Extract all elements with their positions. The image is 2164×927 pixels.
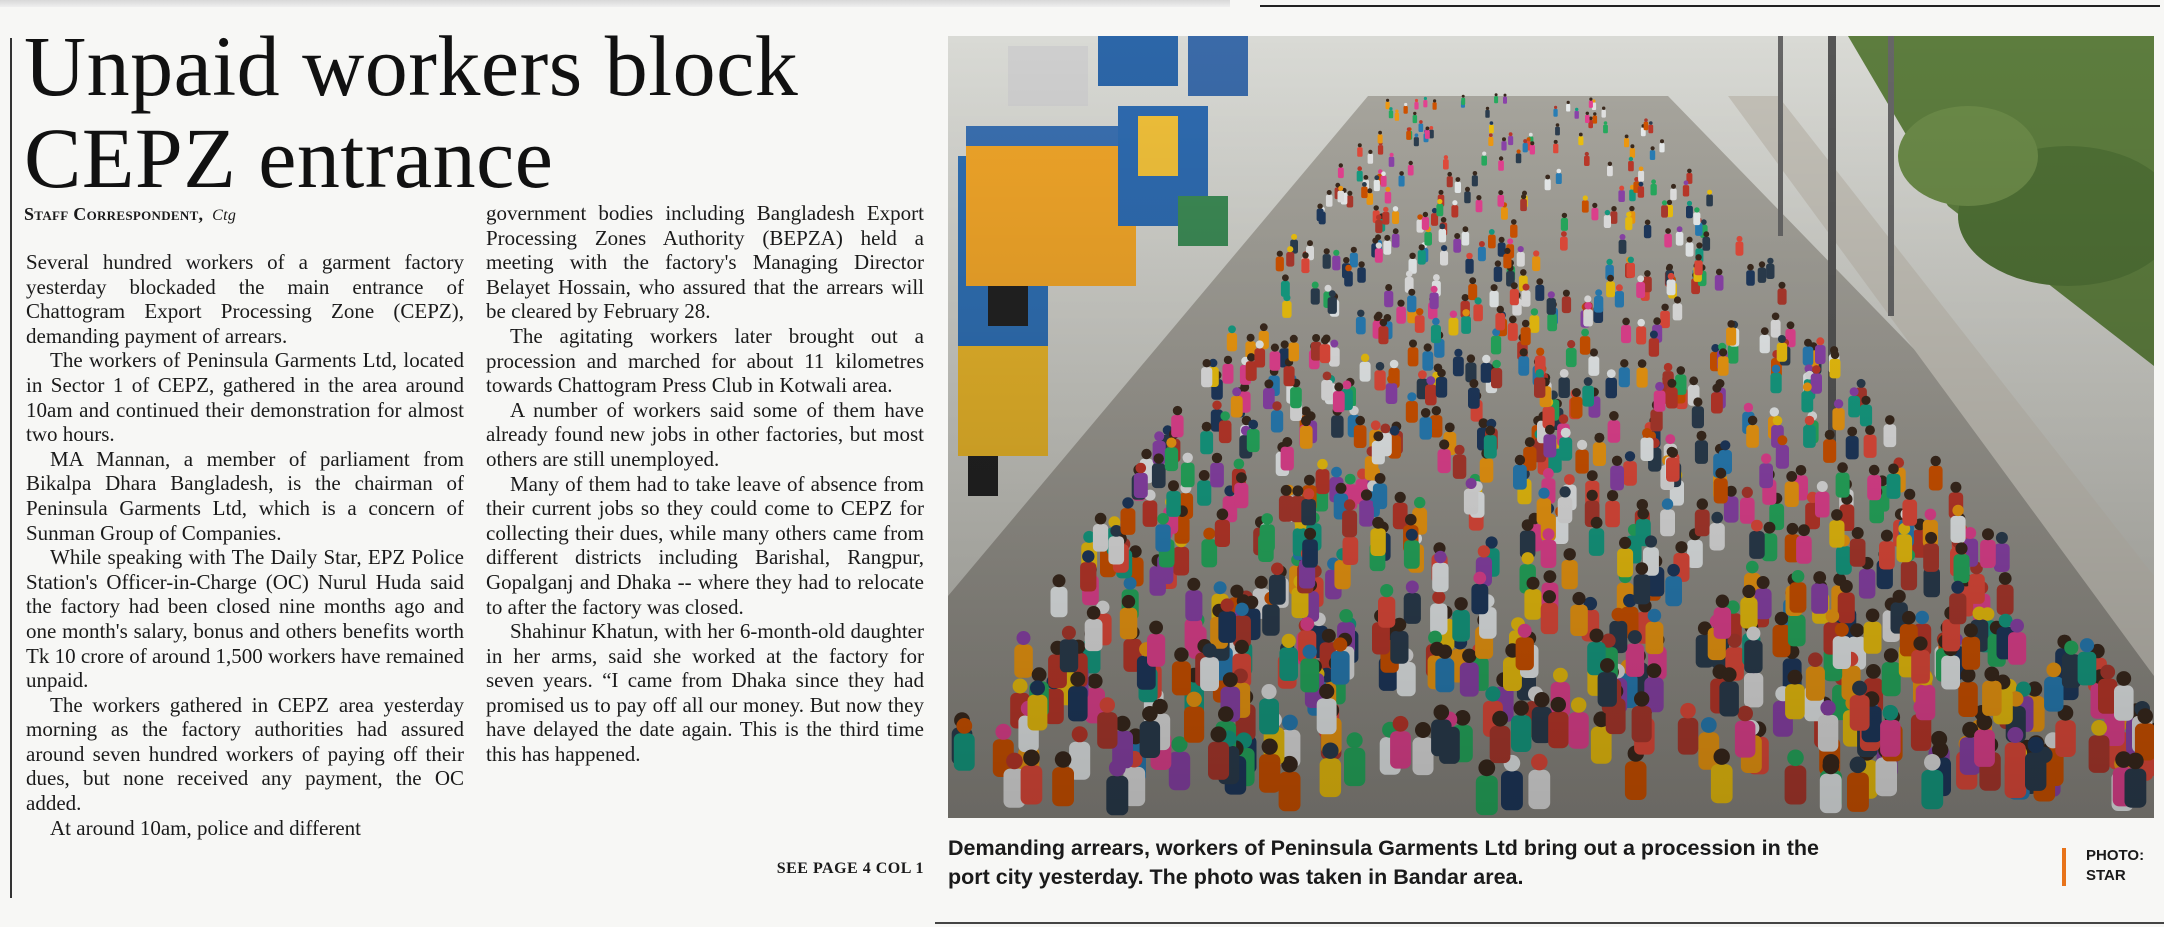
photo-caption: Demanding arrears, workers of Peninsula Garments Ltd bring out a procession in the port city yesterday. The photo was taken in Bandar area.	[948, 836, 1819, 889]
paragraph: A number of workers said some of them have already found new jobs in other factories, but most others are still unemployed.	[486, 397, 924, 471]
byline	[24, 204, 236, 225]
paragraph: MA Mannan, a member of parliament from Bikalpa Dhara Bangladesh, is the chairman of Peninsula Garments Ltd, which is a concern of Sunman Group of Companies.	[26, 446, 464, 545]
news-photo	[948, 36, 2154, 818]
bottom-rule	[935, 922, 2164, 924]
paragraph: Shahinur Khatun, with her 6-month-old daughter in her arms, said she worked at the factory for seven years. “I came from Dhaka since they had promised us to pay off all our money. But now they have delayed the date again. This is the third time this has happened.	[486, 619, 924, 767]
paragraph: The workers of Peninsula Garments Ltd, located in Sector 1 of CEPZ, gathered in the area around 10am and continued their demonstration for almost two hours.	[26, 348, 464, 447]
paragraph: The agitating workers later brought out a procession and marched for about 11 kilometres towards Chattogram Press Club in Kotwali area.	[486, 323, 924, 398]
photo-credit	[2086, 846, 2158, 886]
photo-credit-label: PHOTO:	[2086, 847, 2145, 864]
byline-dateline: Ctg	[212, 207, 237, 224]
headline: Unpaid workers block CEPZ entrance	[24, 18, 799, 206]
paragraph: Several hundred workers of a garment factory yesterday blockaded the main entrance of Chattogram Export Processing Zone (CEPZ), demanding payment of arrears.	[26, 250, 464, 348]
byline-author: Staff Correspondent,	[24, 204, 204, 224]
paragraph: While speaking with The Daily Star, EPZ Police Station's Officer-in-Charge (OC) Nurul Huda said the factory had been closed nine months ago and one month's salary, bonus and others benefits worth Tk 10 crore of around 1,500 workers have remained unpaid.	[26, 545, 464, 693]
top-rule	[0, 0, 1230, 7]
top-rule-right	[1260, 5, 2160, 7]
credit-accent-bar	[2062, 848, 2066, 886]
paragraph: Many of them had to take leave of absence from their current jobs so they could come to CEPZ for collecting their dues, while many others came from different districts including Barishal, Rangpur, Gopalganj and Dhaka -- where they had to relocate to after the factory was closed.	[486, 471, 924, 619]
paragraph: At around 10am, police and different	[50, 815, 362, 840]
article-column-1	[26, 250, 464, 840]
photo-credit-source: STAR	[2086, 867, 2126, 884]
procession-photo	[948, 36, 2154, 818]
paragraph: government bodies including Bangladesh Export Processing Zones Authority (BEPZA) held a meeting with the factory's Managing Director Belayet Hossain, who assured that the arrears will be cleared by February 28.	[486, 201, 924, 324]
column-rule	[10, 38, 12, 898]
paragraph: The workers gathered in CEPZ area yesterday morning as the factory authorities had assured around seven hundred workers of paying off their dues, but none received any payment, the OC added.	[26, 692, 464, 816]
continuation-link[interactable]: SEE PAGE 4 COL 1	[776, 860, 924, 877]
article-column-2	[486, 201, 924, 767]
